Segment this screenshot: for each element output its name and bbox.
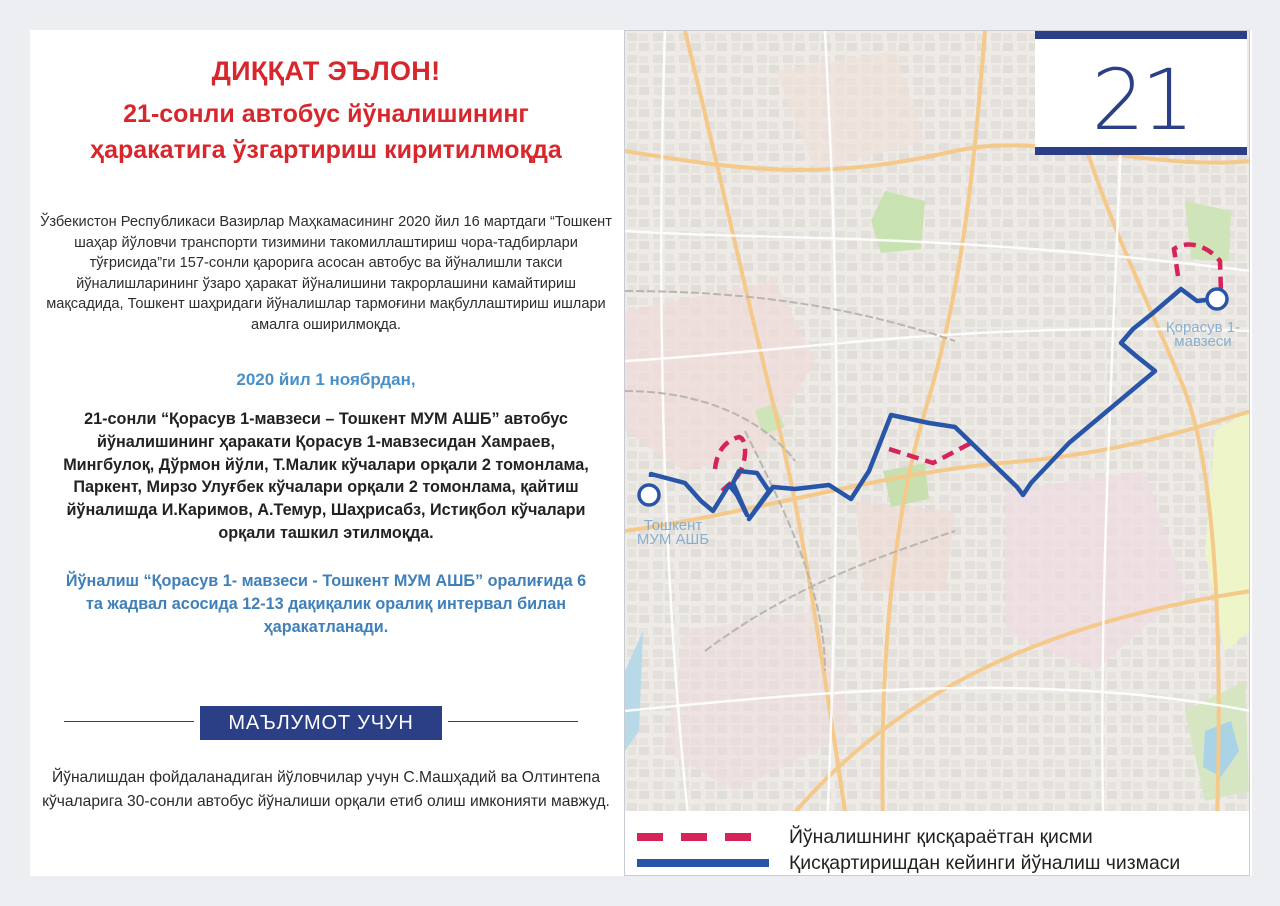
info-note: Йўналишдан фойдаланадиган йўловчилар учун С.Машҳадий ва Олтинтепа кўчаларига 30-сонли автобус йўналиши орқали етиб олиш имконияти мавжуд. — [42, 769, 610, 810]
notice-title: ДИҚҚАТ ЭЪЛОН! — [211, 56, 441, 86]
legend-label-removed: Йўналишнинг қисқараётган қисми — [789, 826, 1093, 848]
stop-west-marker — [639, 485, 659, 505]
dashed-line-swatch — [633, 827, 773, 847]
divider-left — [64, 721, 194, 722]
stop-east-marker — [1207, 289, 1227, 309]
route-description: 21-сонли “Қорасув 1-мавзеси – Тошкент МУМ АШБ” автобус йўналишининг ҳаракати Қорасув 1-мавзесидан Хамраев, Мингбулоқ, Дўрмон йўли, Т.Малик кўчалари орқали 2 томонлама, Паркент, Мирзо Улуғбек кўчалари орқали 2 томонлама, қайтиш йўналишда И.Каримов, А.Темур, Шаҳрисабз, Истиқбол кўчалари орқали ташкил этилмоқда. — [63, 410, 589, 542]
stop-west-label: Тошкент МУМ АШБ — [636, 517, 710, 548]
map-background — [625, 31, 1250, 876]
map-legend — [625, 811, 1249, 875]
announcement-panel — [30, 30, 622, 876]
stop-east-label: Қорасув 1-мавзеси — [1165, 319, 1241, 350]
notice-subtitle: 21-сонли автобус йўналишининг ҳаракатига ўзгартириш киритилмоқда — [90, 100, 562, 164]
intro-paragraph: Ўзбекистон Республикаси Вазирлар Маҳкамасининг 2020 йил 16 мартдаги “Тошкент шаҳар йўловчи транспорти тизимини такомиллаштириш чора-тадбирлари тўғрисида”ги 157-сонли қарорига асосан автобус ва йўналишли такси йўналишларининг ўзаро ҳаракат йўналишини такрорлашини камайтириш мақсадида, Тошкент шаҳридаги йўналишлар тармоғини мақбуллаштириш ишлари амалга оширилмоқда. — [40, 214, 612, 333]
divider-right — [448, 721, 578, 722]
legend-item-new-route — [633, 849, 1243, 876]
legend-label-new-route: Қисқартиришдан кейинги йўналиш чизмаси — [789, 852, 1181, 874]
legend-item-removed — [633, 823, 1243, 851]
route-map — [624, 30, 1250, 876]
info-label: МАЪЛУМОТ УЧУН — [200, 706, 442, 740]
route-number-box — [1035, 31, 1247, 155]
route-number: 21 — [1091, 51, 1191, 149]
route-schedule: Йўналиш “Қорасув 1- мавзеси - Тошкент МУМ АШБ” оралиғида 6 та жадвал асосида 12-13 дақиқалик оралиқ интервал билан ҳаракатланади. — [65, 572, 587, 636]
effective-date: 2020 йил 1 ноябрдан, — [236, 370, 416, 389]
solid-line-swatch — [633, 853, 773, 873]
